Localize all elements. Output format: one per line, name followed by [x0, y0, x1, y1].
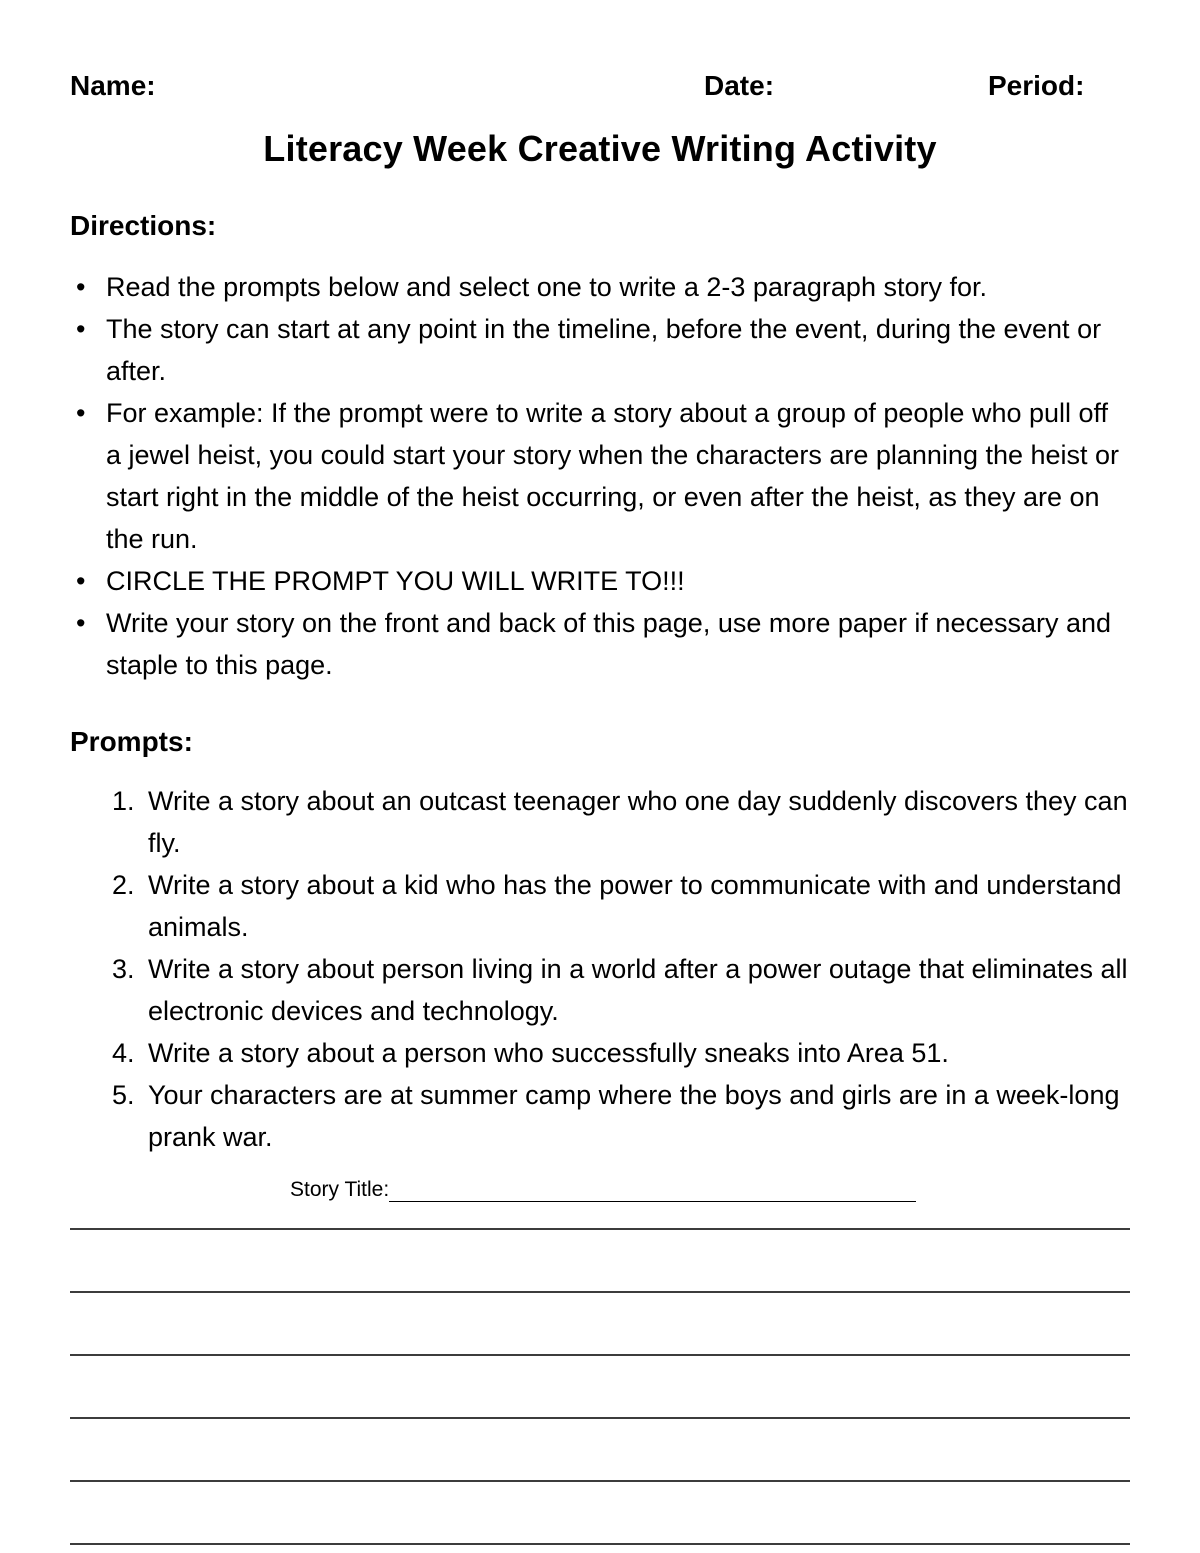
directions-heading: Directions:: [70, 210, 217, 241]
writing-line: [70, 1354, 1130, 1356]
story-title-row: [290, 1172, 1130, 1202]
writing-line: [70, 1480, 1130, 1482]
page-title: Literacy Week Creative Writing Activity: [263, 128, 937, 169]
prompt-item-text: Write a story about an outcast teenager who one day suddenly discovers they can fly.: [148, 786, 1128, 858]
prompt-item-text: Write a story about a kid who has the power to communicate with and understand animals.: [148, 870, 1122, 942]
prompts-list: [70, 780, 1130, 1158]
header-row: [70, 70, 1130, 106]
direction-item: [70, 308, 1130, 392]
story-title-label: Story Title:: [290, 1178, 390, 1201]
direction-item: [70, 266, 1130, 308]
date-label: Date:: [704, 70, 775, 101]
direction-item-text: CIRCLE THE PROMPT YOU WILL WRITE TO!!!: [106, 566, 685, 596]
direction-item-text: Write your story on the front and back of this page, use more paper if necessary and staple to this page.: [106, 608, 1112, 680]
direction-item: [70, 392, 1130, 560]
prompt-item-text: Write a story about person living in a world after a power outage that eliminates all electronic devices and technology.: [148, 954, 1128, 1026]
name-label: Name:: [70, 70, 156, 101]
direction-item: [70, 560, 1130, 602]
prompt-item: [142, 864, 1130, 948]
prompt-item: [142, 780, 1130, 864]
prompts-heading: Prompts:: [70, 726, 193, 757]
prompt-item-text: Your characters are at summer camp where the boys and girls are in a week-long prank war.: [148, 1080, 1120, 1152]
prompt-item: [142, 1032, 1130, 1074]
prompt-item: [142, 1074, 1130, 1158]
period-label: Period:: [988, 70, 1085, 101]
writing-line: [70, 1543, 1130, 1545]
writing-line: [70, 1228, 1130, 1230]
prompt-item: [142, 948, 1130, 1032]
direction-item-text: Read the prompts below and select one to write a 2-3 paragraph story for.: [106, 272, 987, 302]
writing-line: [70, 1417, 1130, 1419]
directions-list: [70, 266, 1130, 686]
direction-item-text: For example: If the prompt were to write a story about a group of people who pull off a jewel heist, you could start your story when the characters are planning the heist or start right in the middle of the heist occurring, or even after the heist, as they are on the run.: [106, 398, 1120, 554]
direction-item: [70, 602, 1130, 686]
writing-line: [70, 1291, 1130, 1293]
writing-lines: [70, 1228, 1130, 1545]
prompt-item-text: Write a story about a person who successfully sneaks into Area 51.: [148, 1038, 949, 1068]
story-title-blank: [389, 1178, 916, 1202]
direction-item-text: The story can start at any point in the timeline, before the event, during the event or after.: [106, 314, 1102, 386]
